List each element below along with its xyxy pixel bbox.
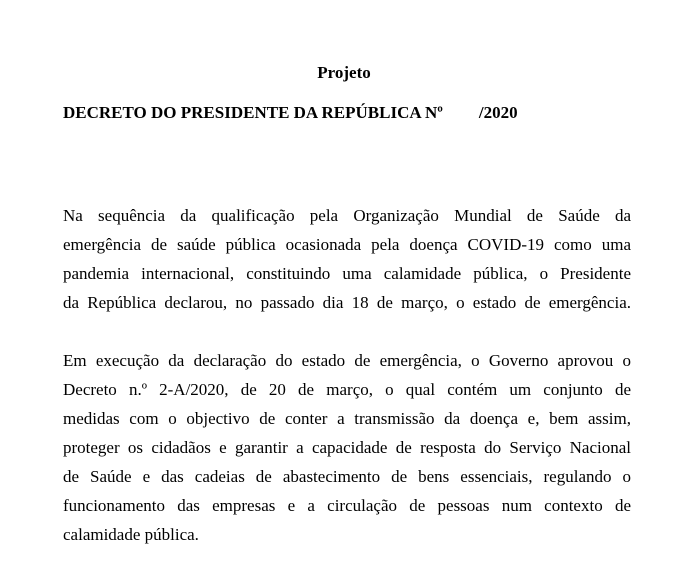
- paragraph-line: Em execução da declaração do estado de emergência, o Governo aprovou o: [63, 351, 631, 370]
- paragraph-line: Decreto n.º 2-A/2020, de 20 de março, o qual contém um conjunto de: [63, 380, 631, 399]
- paragraph-line: Na sequência da qualificação pela Organização Mundial de Saúde da: [63, 206, 631, 225]
- document-label: Projeto: [317, 63, 371, 82]
- title-prefix: DECRETO DO PRESIDENTE DA REPÚBLICA Nº: [63, 103, 443, 122]
- paragraph-line: emergência de saúde pública ocasionada pela doença COVID-19 como uma: [63, 235, 631, 254]
- document-title: [63, 102, 518, 124]
- title-suffix: /2020: [478, 103, 518, 122]
- paragraph-line: medidas com o objectivo de conter a transmissão da doença e, bem assim,: [63, 409, 631, 428]
- paragraph-2: [63, 346, 631, 549]
- paragraph-1: [63, 201, 631, 317]
- paragraph-line: pandemia internacional, constituindo uma calamidade pública, o Presidente: [63, 264, 631, 283]
- paragraph-line: da República declarou, no passado dia 18 de março, o estado de emergência.: [63, 293, 631, 312]
- paragraph-line: de Saúde e das cadeias de abastecimento de bens essenciais, regulando o: [63, 467, 631, 486]
- paragraph-line: funcionamento das empresas e a circulação de pessoas num contexto de: [63, 496, 631, 515]
- paragraph-line: proteger os cidadãos e garantir a capacidade de resposta do Serviço Nacional: [63, 438, 631, 457]
- paragraph-line: calamidade pública.: [63, 525, 199, 544]
